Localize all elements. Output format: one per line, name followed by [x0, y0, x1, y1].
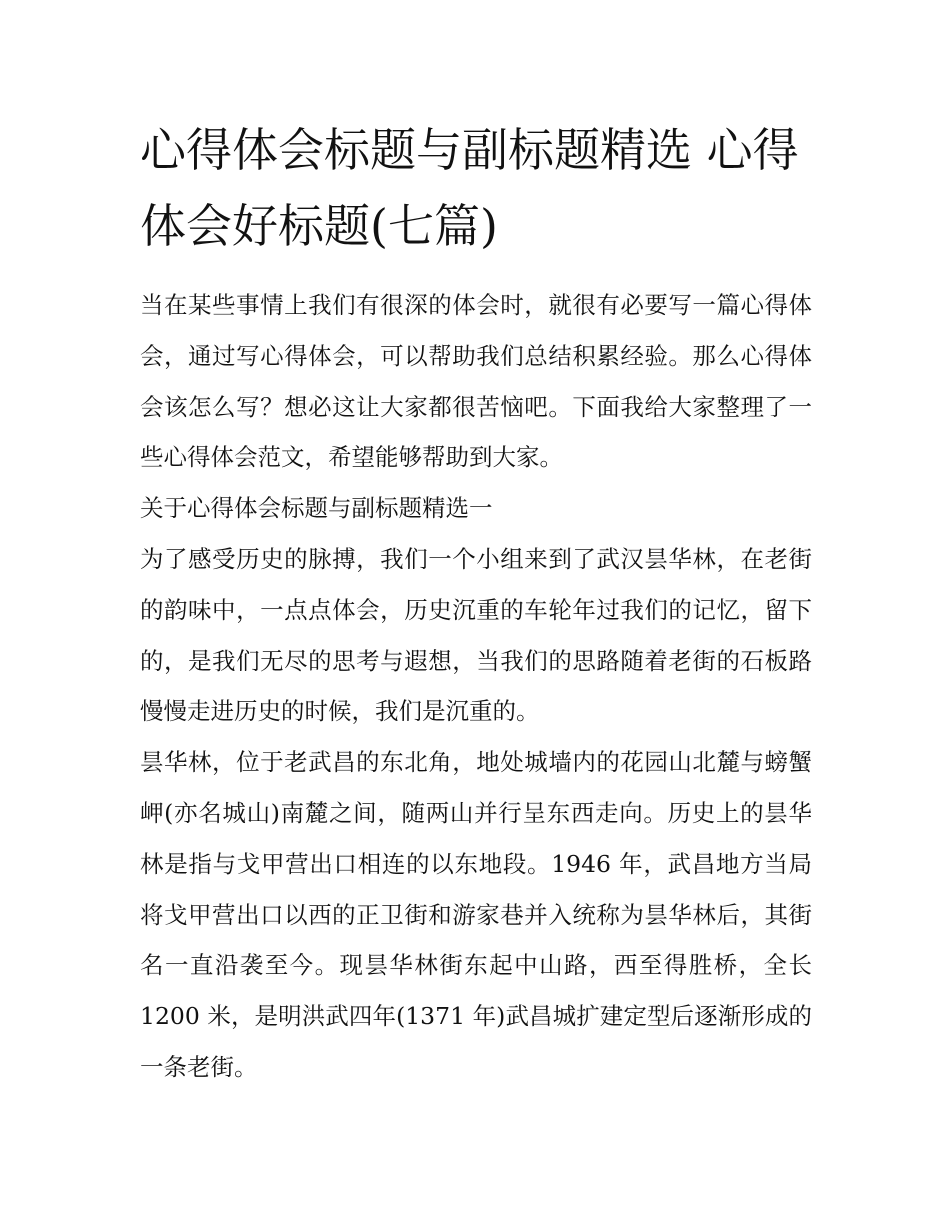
document-page — [140, 112, 812, 1093]
body-paragraph-1: 为了感受历史的脉搏，我们一个小组来到了武汉昙华林，在老街的韵味中，一点点体会，历史沉重的车轮年过我们的记忆，留下的，是我们无尽的思考与遐想，当我们的思路随着老街的石板路慢慢走进历史的时候，我们是沉重的。 — [140, 544, 812, 726]
section-heading: 关于心得体会标题与副标题精选一 — [140, 494, 493, 523]
document-title: 心得体会标题与副标题精选 心得体会好标题(七篇) — [140, 123, 799, 253]
body-paragraph-2: 昙华林，位于老武昌的东北角，地处城墙内的花园山北麓与螃蟹岬(亦名城山)南麓之间，随两山并行呈东西走向。历史上的昙华林是指与戈甲营出口相连的以东地段。1946 年，武昌地方当局将戈甲营出口以西的正卫街和游家巷并入统称为昙华林后，其街名一直沿袭至今。现昙华林街东起中山路，西至得胜桥，全长 1200 米，是明洪武四年(1371 年)武昌城扩建定型后逐渐形成的一条老街。 — [140, 748, 812, 1081]
intro-paragraph: 当在某些事情上我们有很深的体会时，就很有必要写一篇心得体会，通过写心得体会，可以帮助我们总结积累经验。那么心得体会该怎么写？想必这让大家都很苦恼吧。下面我给大家整理了一些心得体会范文，希望能够帮助到大家。 — [140, 291, 812, 472]
